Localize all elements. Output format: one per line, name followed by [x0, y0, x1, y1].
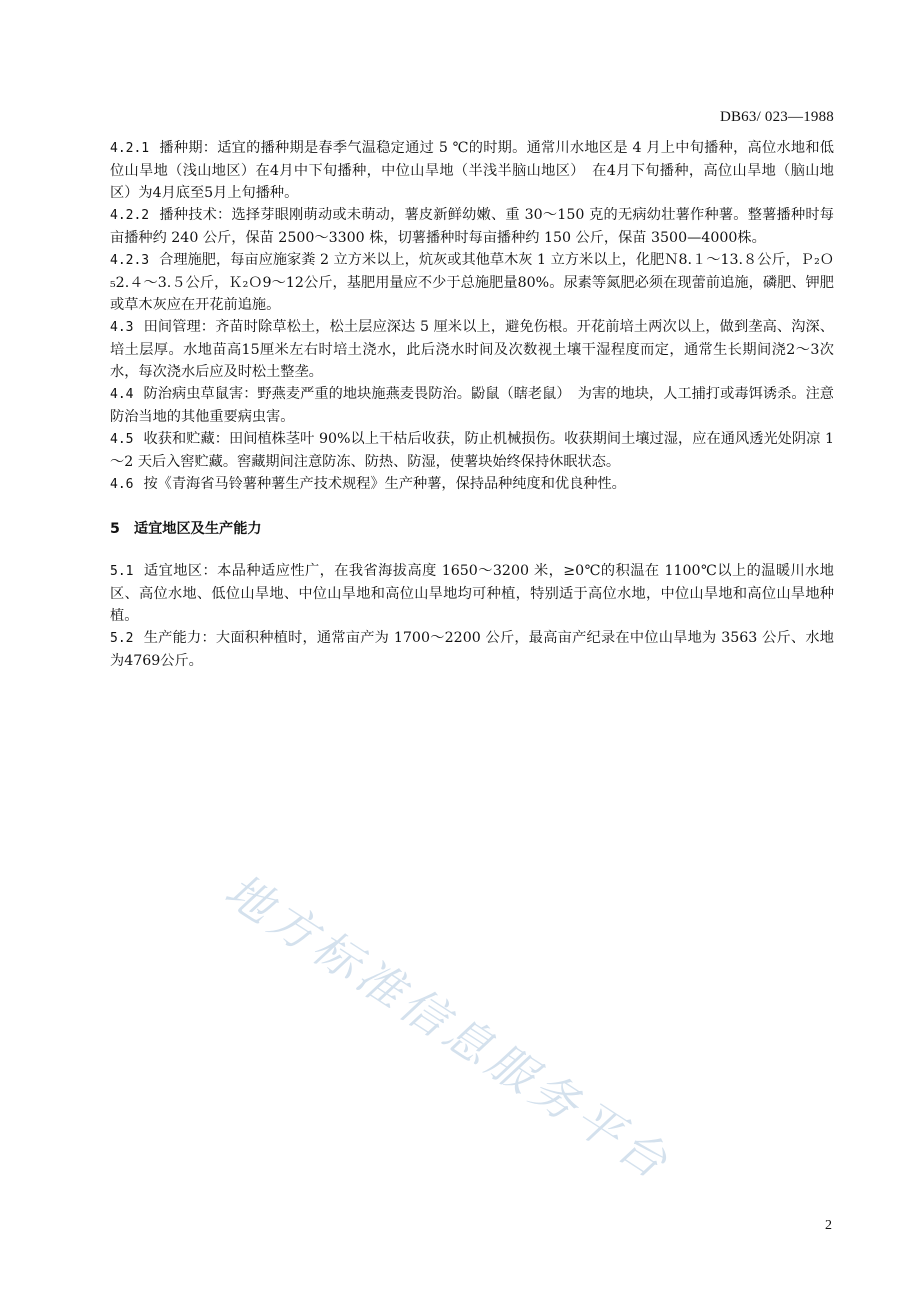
clause-text: 按《青海省马铃薯种薯生产技术规程》生产种薯，保持品种纯度和优良种性。 [143, 476, 626, 492]
clause-number: 4.5 [110, 432, 134, 447]
clause-4-4 [110, 383, 834, 428]
section-5-heading [110, 518, 834, 540]
clause-number: 4.6 [110, 477, 134, 492]
clause-4-3 [110, 316, 834, 383]
clause-4-6 [110, 473, 834, 496]
clause-number: 4.3 [110, 320, 134, 335]
clause-5-2 [110, 627, 834, 672]
clause-number: 4.2.2 [110, 208, 150, 223]
page-number: 2 [825, 1218, 832, 1233]
clause-text: 播种期：适宜的播种期是春季气温稳定通过 5 ℃的时期。通常川水地区是 4 月上中旬播种，高位水地和低位山旱地（浅山地区）在4月中下旬播种，中位山旱地（半浅半脑山地区） 在4月下旬播种，高位山旱地（脑山地区）为4月底至5月上旬播种。 [110, 140, 834, 201]
document-code: DB63/ 023—1988 [719, 109, 834, 125]
watermark: 地方标准信息服务平台 [215, 862, 682, 1192]
clause-4-2-3 [110, 249, 834, 316]
section-number: 5 [110, 521, 120, 537]
clause-text: 合理施肥，每亩应施家粪 2 立方米以上，炕灰或其他草木灰 1 立方米以上，化肥Ｎ8.１～13.８公斤，Ｐ₂Ｏ₅2.４～3.５公斤，Ｋ₂Ｏ9～12公斤，基肥用量应不少于总施肥量80%。尿素等氮肥必须在现蕾前追施，磷肥、钾肥或草木灰应在开花前追施。 [110, 252, 834, 313]
clause-text: 田间管理：齐苗时除草松土，松土层应深达 5 厘米以上，避免伤根。开花前培土两次以上，做到垄高、沟深、培土层厚。水地苗高15厘米左右时培土浇水，此后浇水时间及次数视土壤干湿程度而定，通常生长期间浇2～3次水，每次浇水后应及时松土整垄。 [110, 319, 834, 380]
clause-text: 适宜地区：本品种适应性广，在我省海拔高度 1650～3200 米，≥0℃的积温在 1100℃以上的温暖川水地区、高位水地、低位山旱地、中位山旱地和高位山旱地均可种植，特别适于高位水地，中位山旱地和高位山旱地种植。 [110, 563, 834, 624]
clause-text: 防治病虫草鼠害：野燕麦严重的地块施燕麦畏防治。鼢鼠（瞎老鼠） 为害的地块，人工捕打或毒饵诱杀。注意防治当地的其他重要病虫害。 [110, 386, 834, 425]
clause-text: 播种技术：选择芽眼刚萌动或未萌动，薯皮新鲜幼嫩、重 30～150 克的无病幼壮薯作种薯。整薯播种时每亩播种约 240 公斤，保苗 2500～3300 株，切薯播种时每亩播种约 150 公斤，保苗 3500—4000株。 [110, 207, 834, 246]
clause-text: 收获和贮藏：田间植株茎叶 90%以上干枯后收获，防止机械损伤。收获期间土壤过湿，应在通风透光处阴凉 1～2 天后入窖贮藏。窖藏期间注意防冻、防热、防湿，使薯块始终保持休眠状态。 [110, 431, 834, 470]
clause-number: 5.2 [110, 631, 134, 646]
clause-4-2-2 [110, 204, 834, 249]
clause-4-5 [110, 428, 834, 473]
clause-number: 4.2.3 [110, 253, 150, 268]
clause-number: 4.2.1 [110, 141, 150, 156]
section-title: 适宜地区及生产能力 [133, 521, 262, 537]
clause-5-1 [110, 560, 834, 627]
clause-number: 5.1 [110, 564, 134, 579]
clause-text: 生产能力：大面积种植时，通常亩产为 1700～2200 公斤，最高亩产纪录在中位山旱地为 3563 公斤、水地为4769公斤。 [110, 630, 834, 669]
clause-number: 4.4 [110, 387, 134, 402]
document-body [110, 137, 834, 672]
clause-4-2-1 [110, 137, 834, 204]
